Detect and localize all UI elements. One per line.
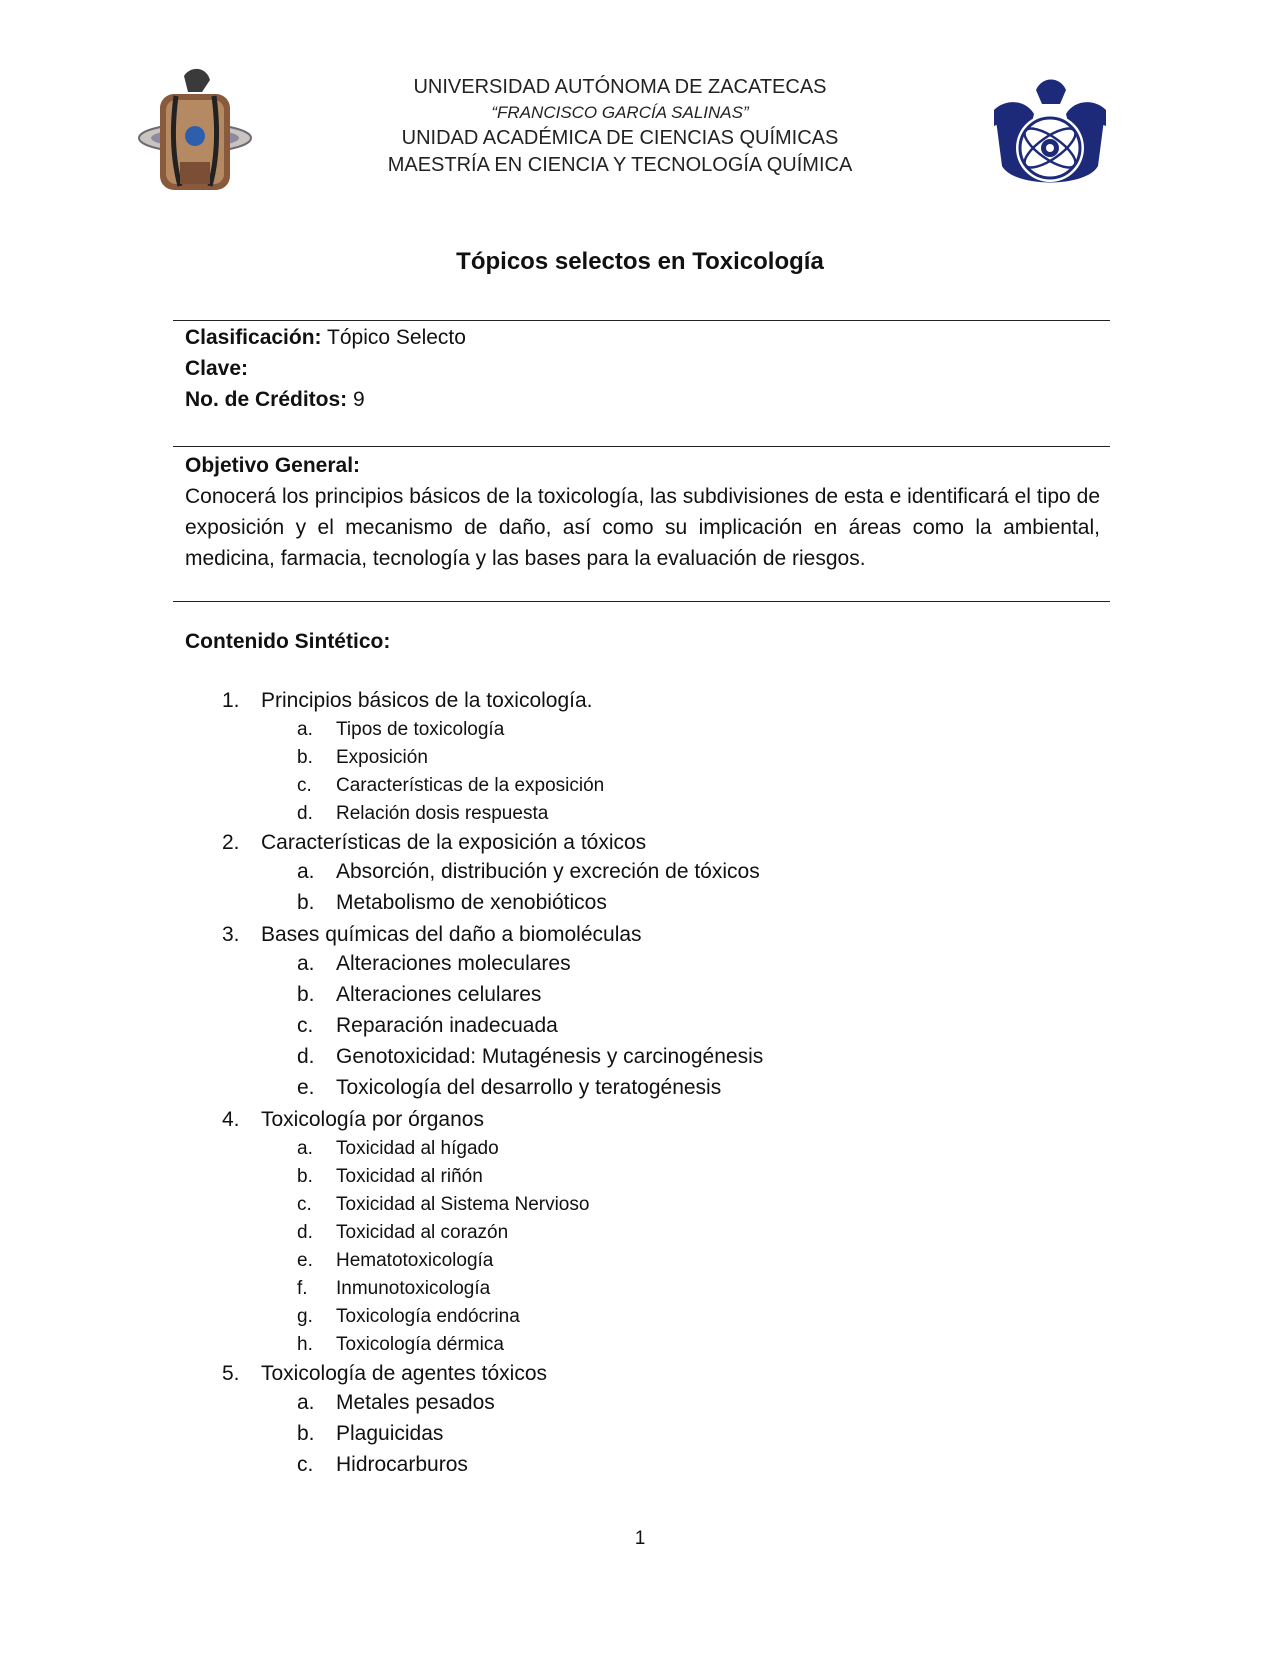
section-number: 5. (222, 1362, 240, 1385)
outline-subitem (0, 800, 1280, 828)
credits-value: 9 (353, 388, 365, 411)
outline-subitem (0, 1389, 1280, 1420)
subitem-letter: f. (297, 1278, 308, 1299)
subitem-letter: d. (297, 1045, 315, 1068)
credits-row (185, 384, 466, 415)
outline-subitem (0, 1451, 1280, 1482)
divider (173, 601, 1110, 602)
eagle-atom-emblem-icon (986, 70, 1114, 200)
subitem-text: Inmunotoxicología (336, 1278, 491, 1299)
outline-section (0, 920, 1280, 950)
subitem-text: Hematotoxicología (336, 1250, 494, 1271)
subitem-letter: b. (297, 1422, 315, 1445)
outline-subitem (0, 1135, 1280, 1163)
outline-subitem (0, 744, 1280, 772)
outline-section (0, 1105, 1280, 1135)
classification-row (185, 322, 466, 353)
academic-unit: UNIDAD ACADÉMICA DE CIENCIAS QUÍMICAS (401, 127, 839, 149)
general-objective (185, 450, 1100, 574)
subitem-letter: g. (297, 1306, 313, 1327)
classification-label: Clasificación: (185, 326, 322, 349)
subitem-text: Toxicidad al riñón (336, 1166, 483, 1187)
subitem-letter: b. (297, 1166, 313, 1187)
subitem-letter: a. (297, 1391, 315, 1414)
page-number: 1 (634, 1528, 646, 1549)
section-title: Principios básicos de la toxicología. (261, 689, 593, 712)
subitem-text: Hidrocarburos (336, 1453, 468, 1476)
subitem-text: Absorción, distribución y excreción de tóxicos (336, 860, 760, 883)
outline-subitem (0, 1163, 1280, 1191)
section-title: Características de la exposición a tóxicos (261, 831, 647, 854)
section-title: Toxicología de agentes tóxicos (261, 1362, 548, 1385)
outline-subitem (0, 981, 1280, 1012)
classification-value: Tópico Selecto (327, 326, 466, 349)
divider (173, 320, 1110, 321)
section-number: 3. (222, 923, 240, 946)
subitem-letter: a. (297, 1138, 313, 1159)
subitem-text: Alteraciones celulares (336, 983, 542, 1006)
outline-subitem (0, 889, 1280, 920)
outline-subitem (0, 1074, 1280, 1105)
section-title: Toxicología por órganos (261, 1108, 484, 1131)
subitem-text: Plaguicidas (336, 1422, 444, 1445)
outline-subitem (0, 772, 1280, 800)
subitem-text: Toxicidad al Sistema Nervioso (336, 1194, 590, 1215)
outline-section (0, 828, 1280, 858)
subitem-text: Toxicidad al corazón (336, 1222, 509, 1243)
key-row (185, 353, 466, 384)
university-subtitle: “FRANCISCO GARCÍA SALINAS” (491, 103, 749, 122)
university-name: UNIVERSIDAD AUTÓNOMA DE ZACATECAS (413, 76, 827, 98)
program-name: MAESTRÍA EN CIENCIA Y TECNOLOGÍA QUÍMICA (387, 154, 853, 176)
outline-subitem (0, 1043, 1280, 1074)
subitem-text: Alteraciones moleculares (336, 952, 571, 975)
section-title: Bases químicas del daño a biomoléculas (261, 923, 642, 946)
subitem-text: Exposición (336, 747, 428, 768)
outline-subitem (0, 1420, 1280, 1451)
document-title: Tópicos selectos en Toxicología (456, 248, 824, 275)
outline-subitem (0, 1012, 1280, 1043)
outline-subitem (0, 1247, 1280, 1275)
subitem-text: Toxicología dérmica (336, 1334, 504, 1355)
course-meta (185, 322, 466, 415)
subitem-letter: b. (297, 983, 315, 1006)
outline-section (0, 1359, 1280, 1389)
subitem-text: Toxicología endócrina (336, 1306, 520, 1327)
subitem-letter: b. (297, 747, 313, 768)
subitem-letter: a. (297, 860, 315, 883)
section-number: 2. (222, 831, 240, 854)
credits-label: No. de Créditos: (185, 388, 348, 411)
section-number: 4. (222, 1108, 240, 1131)
outline-section (0, 686, 1280, 716)
subitem-text: Toxicología del desarrollo y teratogénesis (336, 1076, 722, 1099)
subitem-letter: c. (297, 775, 312, 796)
subitem-text: Tipos de toxicología (336, 719, 505, 740)
divider (173, 446, 1110, 447)
outline-subitem (0, 1275, 1280, 1303)
subitem-letter: d. (297, 1222, 313, 1243)
subitem-letter: e. (297, 1250, 313, 1271)
outline-subitem (0, 950, 1280, 981)
subitem-text: Toxicidad al hígado (336, 1138, 499, 1159)
subitem-letter: h. (297, 1334, 313, 1355)
outline-subitem (0, 1191, 1280, 1219)
objective-label: Objetivo General: (185, 454, 361, 477)
subitem-letter: c. (297, 1453, 314, 1476)
objective-text: Conocerá los principios básicos de la toxicología, las subdivisiones de esta e identificará el tipo de exposición y el mecanismo de daño, así como su implicación en áreas como la ambiental, medicina, farmacia, tecnología y las bases para la evaluación de riesgos. (185, 485, 1100, 570)
subitem-letter: b. (297, 891, 315, 914)
subitem-letter: c. (297, 1014, 314, 1037)
subitem-letter: a. (297, 719, 313, 740)
outline-subitem (0, 1331, 1280, 1359)
subitem-text: Genotoxicidad: Mutagénesis y carcinogénesis (336, 1045, 764, 1068)
subitem-text: Metales pesados (336, 1391, 495, 1414)
subitem-text: Características de la exposición (336, 775, 605, 796)
subitem-letter: d. (297, 803, 313, 824)
outline-subitem (0, 716, 1280, 744)
key-label: Clave: (185, 357, 249, 380)
subitem-text: Metabolismo de xenobióticos (336, 891, 607, 914)
section-number: 1. (222, 689, 240, 712)
content-label: Contenido Sintético: (185, 630, 391, 653)
subitem-letter: e. (297, 1076, 315, 1099)
institution-header (300, 74, 940, 179)
outline-subitem (0, 1303, 1280, 1331)
outline-subitem (0, 1219, 1280, 1247)
content-outline (0, 686, 1280, 1482)
outline-subitem (0, 858, 1280, 889)
subitem-letter: a. (297, 952, 315, 975)
subitem-text: Relación dosis respuesta (336, 803, 549, 824)
subitem-letter: c. (297, 1194, 312, 1215)
university-crest-icon (136, 66, 254, 200)
subitem-text: Reparación inadecuada (336, 1014, 558, 1037)
